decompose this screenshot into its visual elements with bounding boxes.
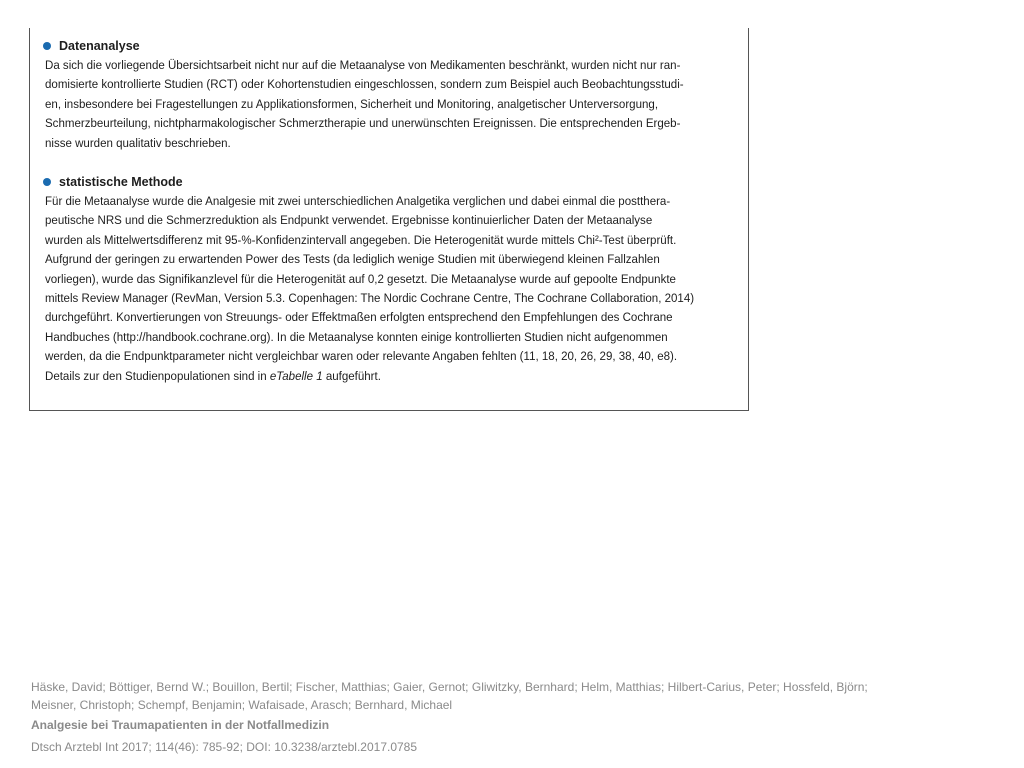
- citation-journal: Dtsch Arztebl Int 2017; 114(46): 785-92; DOI: 10.3238/arztebl.2017.0785: [31, 740, 418, 754]
- text-line: peutische NRS und die Schmerzreduktion als Endpunkt verwendet. Ergebnisse kontinuierlicher Daten der Metaanalyse: [45, 213, 653, 228]
- section-heading: [45, 37, 734, 55]
- text-line: wurden als Mittelwertsdifferenz mit 95-%-Konfidenzintervall angegeben. Die Heterogenität wurde mittels Chi²-Test überprüft.: [45, 232, 677, 247]
- text-line: werden, da die Endpunktparameter nicht vergleichbar waren oder relevante Angaben fehlten (11, 18, 20, 26, 29, 38, 40, e8).: [45, 349, 678, 364]
- citation-authors-line: Meisner, Christoph; Schempf, Benjamin; Wafaisade, Arasch; Bernhard, Michael: [31, 698, 453, 712]
- text-line: vorliegen), wurde das Signifikanzlevel für die Heterogenität auf 0,2 gesetzt. Die Metaanalyse wurde auf gepoolte Endpunkte: [45, 271, 676, 286]
- text-line: Aufgrund der geringen zu erwartenden Power des Tests (da lediglich wenige Studien mit überwiegend kleinen Fallzahlen: [45, 252, 660, 267]
- bullet-icon: [43, 178, 51, 186]
- section-body: [45, 192, 734, 386]
- section-heading-text: Datenanalyse: [59, 39, 140, 53]
- text-line-last: [45, 367, 686, 386]
- text-line: Handbuches (http://handbook.cochrane.org). In die Metaanalyse konnten einige kontrollierten Studien nicht aufgenommen: [45, 329, 668, 344]
- citation-title: Analgesie bei Traumapatienten in der Notfallmedizin: [31, 718, 330, 732]
- citation-footer: [31, 678, 991, 756]
- text-line: nisse wurden qualitativ beschrieben.: [45, 135, 231, 150]
- section-heading-text: statistische Methode: [59, 175, 183, 189]
- text-fragment: aufgeführt.: [322, 368, 381, 383]
- etabelle-reference: eTabelle 1: [269, 368, 323, 383]
- text-line: durchgeführt. Konvertierungen von Streuungs- oder Effektmaßen erfolgten entsprechend den Empfehlungen des Cochrane: [45, 310, 673, 325]
- document-excerpt: [29, 28, 749, 411]
- text-fragment: Details zur den Studienpopulationen sind in: [45, 368, 270, 383]
- text-line: en, insbesondere bei Fragestellungen zu Applikationsformen, Sicherheit und Monitoring, analgetischer Unterversorgung,: [45, 96, 659, 111]
- section-datenanalyse: [45, 37, 734, 153]
- citation-authors: [31, 678, 991, 714]
- section-body: [45, 56, 734, 153]
- section-heading: [45, 173, 734, 191]
- bullet-icon: [43, 42, 51, 50]
- text-line: domisierte kontrollierte Studien (RCT) oder Kohortenstudien eingeschlossen, sondern zum Beispiel auch Beobachtungsstudi-: [45, 77, 684, 92]
- section-statistische-methode: [45, 173, 734, 386]
- citation-authors-line: Häske, David; Böttiger, Bernd W.; Bouillon, Bertil; Fischer, Matthias; Gaier, Gernot; Gliwitzky, Bernhard; Helm, Matthias; Hilbert-Carius, Peter; Hossfeld, Björn;: [31, 680, 868, 694]
- text-line: Schmerzbeurteilung, nichtpharmakologischer Schmerztherapie und unerwünschten Ereignissen. Die entsprechenden Ergeb-: [45, 116, 681, 131]
- text-line: mittels Review Manager (RevMan, Version 5.3. Copenhagen: The Nordic Cochrane Centre, The Cochrane Collaboration, 2014): [45, 291, 695, 306]
- text-line: Für die Metaanalyse wurde die Analgesie mit zwei unterschiedlichen Analgetika verglichen und dabei einmal die postthera-: [45, 194, 671, 208]
- text-line: Da sich die vorliegende Übersichtsarbeit nicht nur auf die Metaanalyse von Medikamenten beschränkt, wurden nicht nur ran-: [45, 58, 681, 72]
